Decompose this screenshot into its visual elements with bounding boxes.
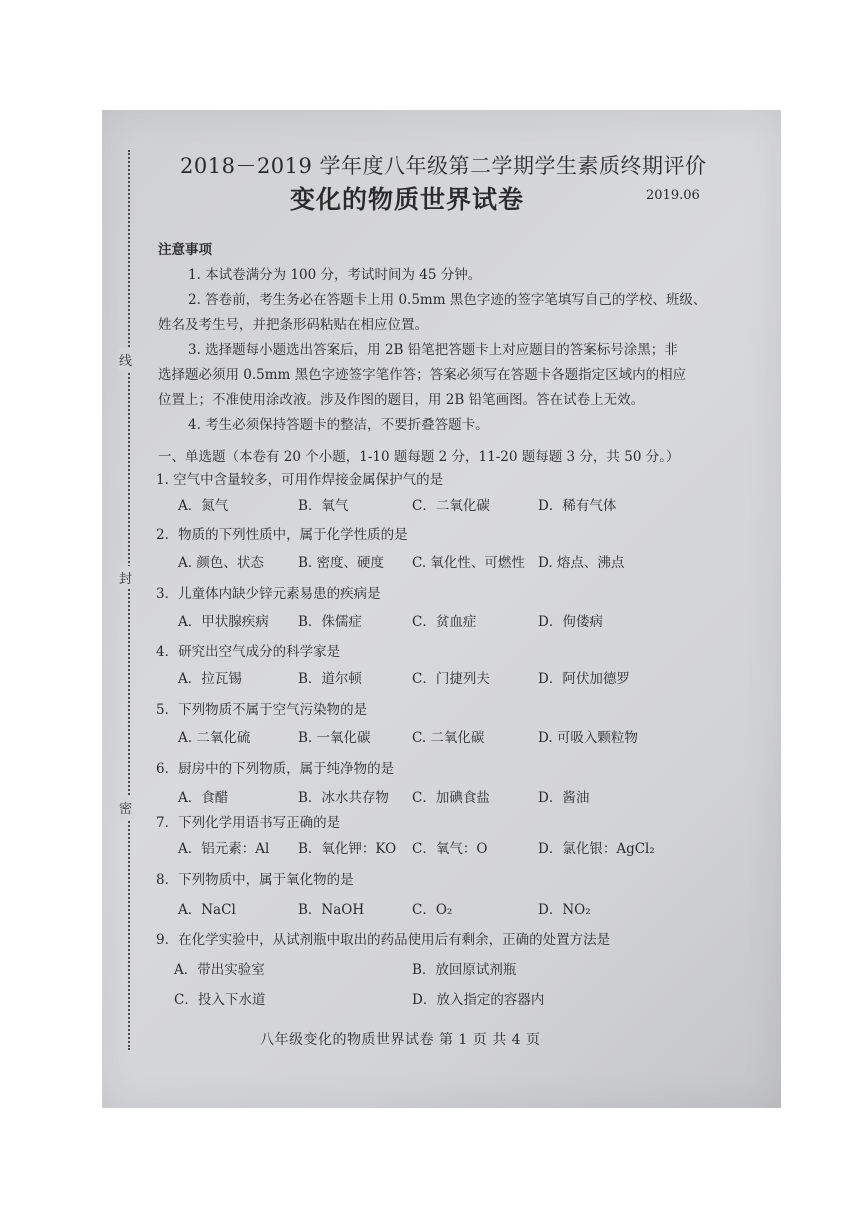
option: A．NaCl [178, 902, 236, 918]
option: C．氧气：O [412, 841, 488, 857]
option: D．阿伏加德罗 [538, 671, 630, 687]
option: D．NO₂ [538, 902, 591, 918]
notice-line: 1. 本试卷满分为 100 分，考试时间为 45 分钟。 [188, 267, 482, 283]
notice-line: 2. 答卷前，考生务必在答题卡上用 0.5mm 黑色字迹的签字笔填写自己的学校、班级、 [188, 292, 707, 308]
option: B. 密度、硬度 [298, 555, 385, 571]
option: A. 二氧化硫 [178, 730, 251, 746]
exam-title-line1: 2018－2019 学年度八年级第二学期学生素质终期评价 [180, 154, 707, 178]
option: A．带出实验室 [174, 962, 265, 978]
question-stem: 5．下列物质不属于空气污染物的是 [156, 702, 368, 718]
option: D．氯化银：AgCl₂ [538, 841, 655, 857]
exam-title-line2: 变化的物质世界试卷 [290, 185, 525, 214]
notice-line: 位置上；不准使用涂改液。涉及作图的题目，用 2B 铅笔画图。答在试卷上无效。 [158, 392, 645, 408]
question-stem: 9．在化学实验中，从试剂瓶中取出的药品使用后有剩余，正确的处置方法是 [156, 932, 611, 948]
question-stem: 4．研究出空气成分的科学家是 [156, 644, 341, 660]
option: D．佝偻病 [538, 614, 603, 630]
page-footer: 八年级变化的物质世界试卷 第 1 页 共 4 页 [260, 1032, 541, 1048]
binding-label-line: 线 [119, 348, 132, 371]
question-stem: 7．下列化学用语书写正确的是 [156, 815, 341, 831]
option: A．铝元素：Al [178, 841, 270, 857]
option: C．加碘食盐 [412, 790, 490, 806]
option: A. 颜色、状态 [178, 555, 264, 571]
option: D．放入指定的容器内 [412, 992, 545, 1008]
option: C．投入下水道 [174, 992, 266, 1008]
option: D. 熔点、沸点 [538, 555, 625, 571]
option: B．侏儒症 [298, 614, 362, 630]
option: C. 二氧化碳 [412, 730, 485, 746]
question-stem: 6．厨房中的下列物质，属于纯净物的是 [156, 761, 395, 777]
notice-heading: 注意事项 [158, 242, 212, 258]
section-heading: 一、单选题（本卷有 20 个小题，1-10 题每题 2 分，11-20 题每题 3 分，共 50 分。） [158, 449, 680, 465]
option: A．食醋 [178, 790, 229, 806]
option: D．酱油 [538, 790, 590, 806]
notice-line: 4. 考生必须保持答题卡的整洁，不要折叠答题卡。 [188, 417, 489, 433]
binding-label-secret: 密 [119, 796, 132, 819]
option: A．氮气 [178, 498, 229, 514]
question-stem: 1. 空气中含量较多，可用作焊接金属保护气的是 [156, 472, 444, 488]
exam-date: 2019.06 [646, 188, 700, 203]
exam-sheet [102, 110, 781, 1108]
option: D. 可吸入颗粒物 [538, 730, 638, 746]
binding-label-seal: 封 [119, 566, 132, 589]
option: C．O₂ [412, 902, 453, 918]
option: B．冰水共存物 [298, 790, 389, 806]
question-stem: 3．儿童体内缺少锌元素易患的疾病是 [156, 586, 381, 602]
option: B．氧气 [298, 498, 349, 514]
option: B. 一氧化碳 [298, 730, 371, 746]
question-stem: 2．物质的下列性质中，属于化学性质的是 [156, 527, 408, 543]
option: A．甲状腺疾病 [178, 614, 269, 630]
notice-line: 姓名及考生号，并把条形码粘贴在相应位置。 [158, 317, 428, 333]
notice-line: 3. 选择题每小题选出答案后，用 2B 铅笔把答题卡上对应题目的答案标号涂黑；非 [188, 342, 678, 358]
notice-line: 选择题必须用 0.5mm 黑色字迹签字笔作答；答案必须写在答题卡各题指定区域内的相应 [158, 367, 687, 383]
option: B．NaOH [298, 902, 365, 918]
option: C．二氧化碳 [412, 498, 490, 514]
option: C．贫血症 [412, 614, 477, 630]
option: C. 氧化性、可燃性 [412, 555, 525, 571]
option: B．放回原试剂瓶 [412, 962, 517, 978]
option: C．门捷列夫 [412, 671, 490, 687]
option: B．道尔顿 [298, 671, 362, 687]
option: D．稀有气体 [538, 498, 617, 514]
binding-line [128, 150, 130, 1050]
question-stem: 8．下列物质中，属于氧化物的是 [156, 872, 354, 888]
option: B．氧化钾：KO [298, 841, 397, 857]
option: A．拉瓦锡 [178, 671, 242, 687]
